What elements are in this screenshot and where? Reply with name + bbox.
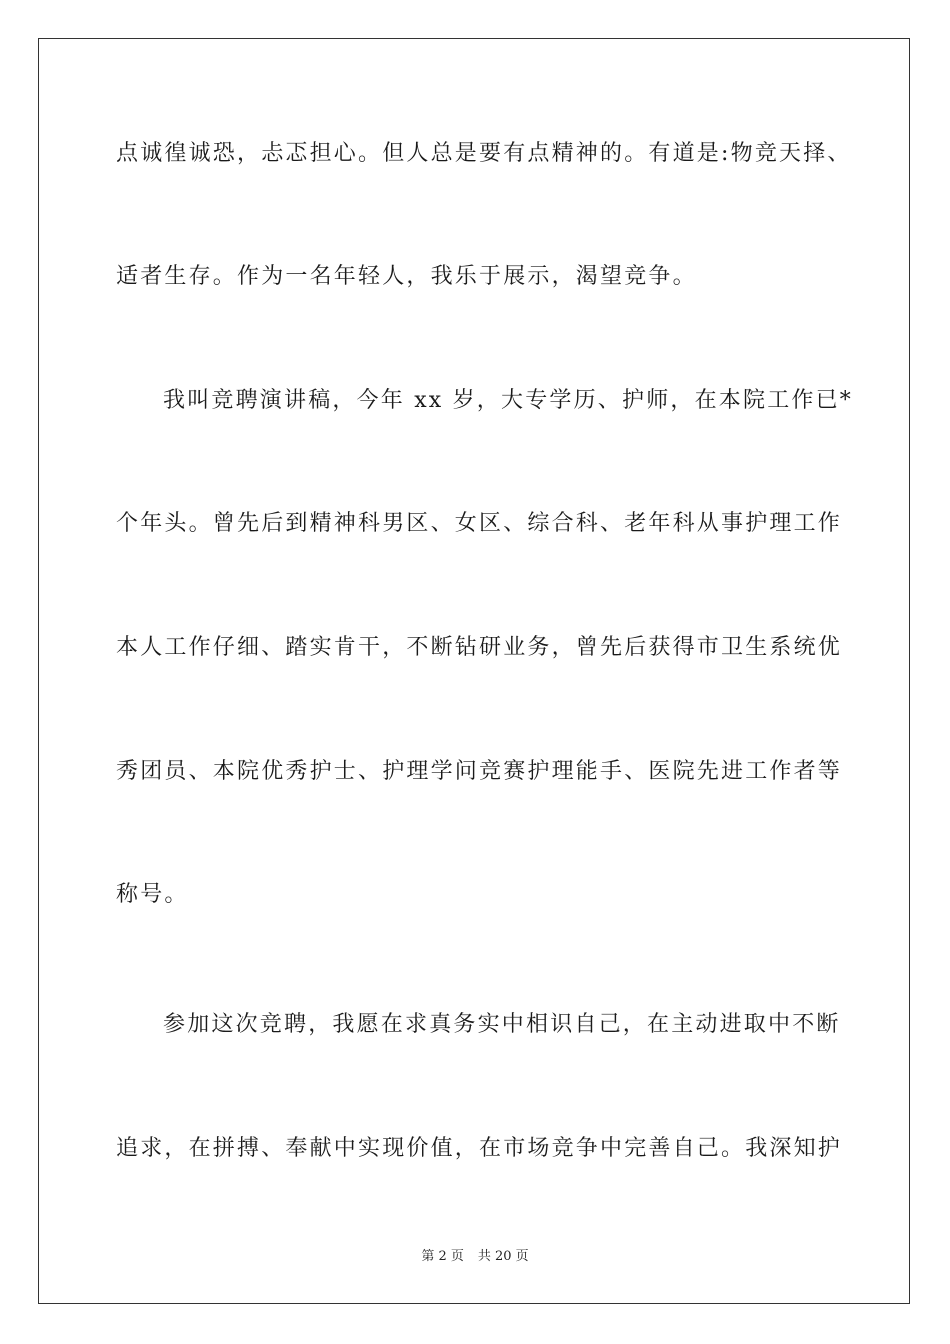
body-text-line: 称号。 (116, 882, 189, 907)
page-footer (0, 1248, 950, 1266)
body-text-line: 适者生存。作为一名年轻人，我乐于展示，渴望竞争。 (116, 264, 697, 289)
paragraph-start-line: 参加这次竞聘，我愿在求真务实中相识自己，在主动进取中不断 (163, 1012, 841, 1037)
paragraph-start-line: 我叫竞聘演讲稿，今年 xx 岁，大专学历、护师，在本院工作已* (163, 388, 854, 413)
page-border (38, 38, 910, 1304)
body-text-line: 追求，在拼搏、奉献中实现价值，在市场竞争中完善自己。我深知护 (116, 1136, 843, 1161)
body-text-line: 个年头。曾先后到精神科男区、女区、综合科、老年科从事护理工作 (116, 511, 843, 536)
body-text-line: 点诚徨诚恐，忐忑担心。但人总是要有点精神的。有道是:物竞天择、 (116, 141, 852, 166)
body-text-line: 秀团员、本院优秀护士、护理学问竞赛护理能手、医院先进工作者等 (116, 759, 843, 784)
page-number: 第 2 页 (421, 1249, 464, 1264)
body-text-line: 本人工作仔细、踏实肯干，不断钻研业务，曾先后获得市卫生系统优 (116, 635, 843, 660)
page-total: 共 20 页 (477, 1249, 529, 1264)
